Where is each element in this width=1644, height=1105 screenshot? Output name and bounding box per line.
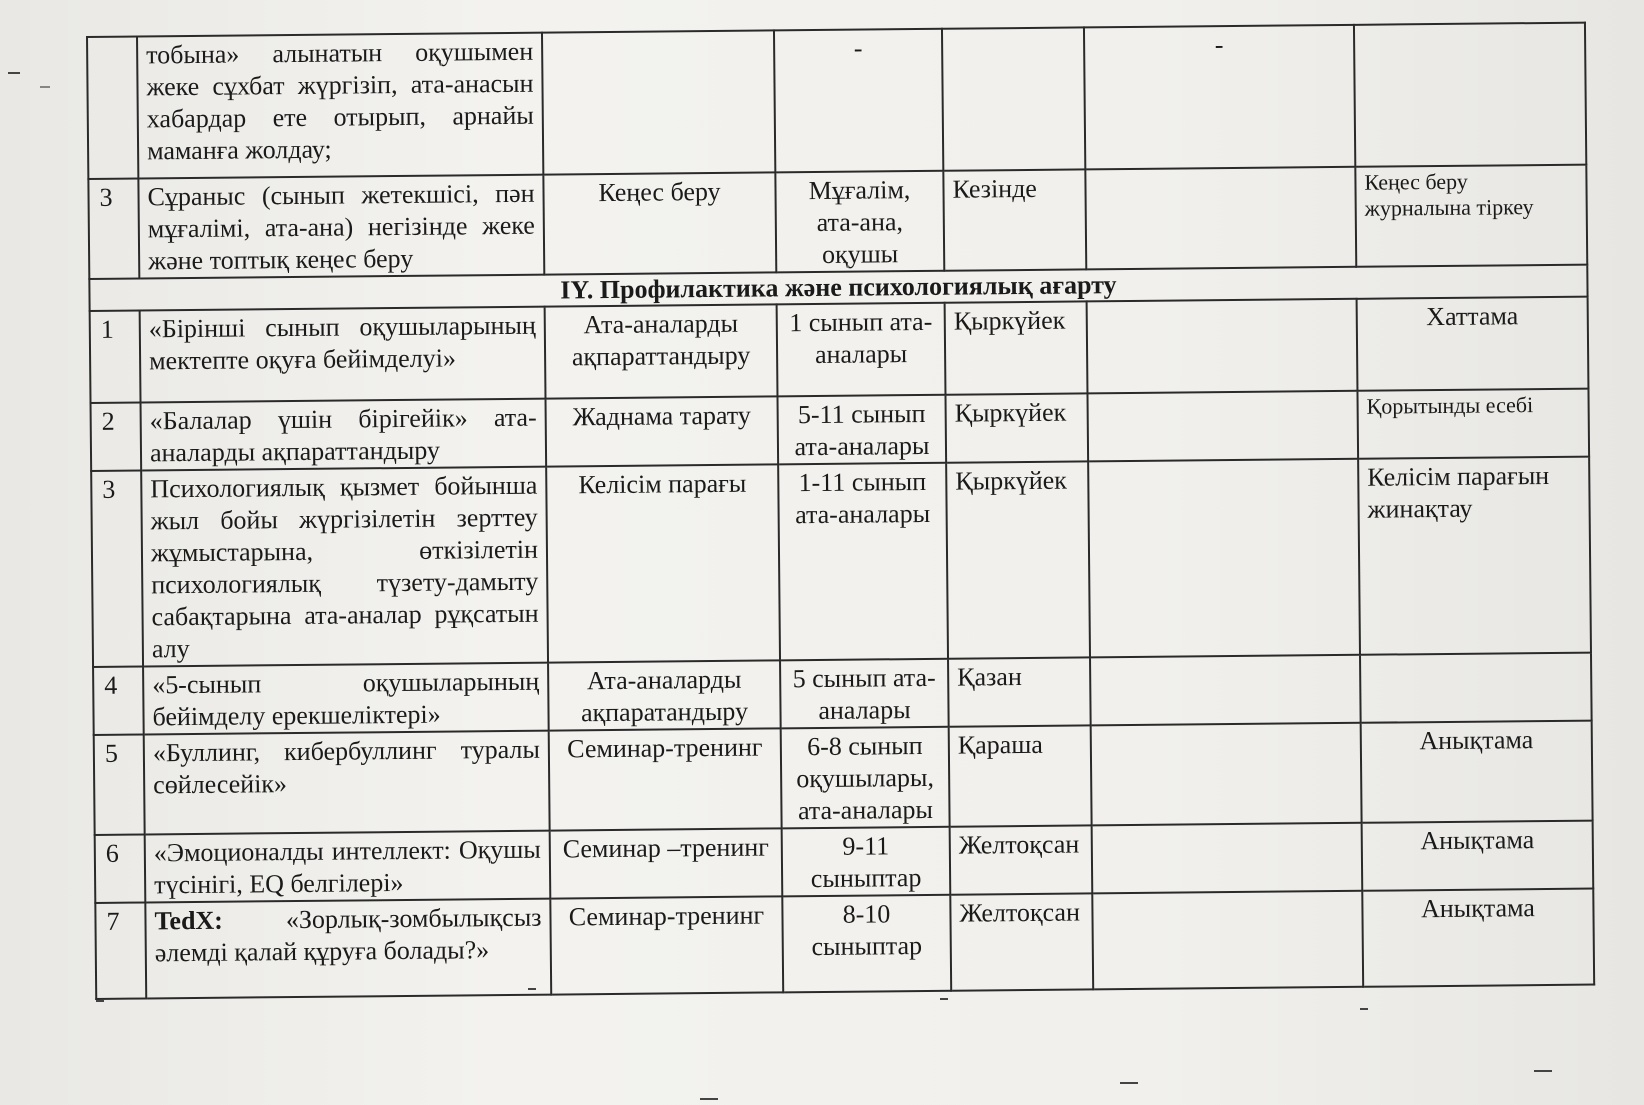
row-form: Семинар-тренинг [550,896,783,994]
row-number [87,37,138,179]
row-time: Қыркүйек [946,461,1090,658]
row-number: 3 [91,470,143,666]
row-description-text: «Зорлық-зомбылықсыз әлемді қалай құруға болады?» [154,902,542,968]
row-number: 5 [94,734,145,834]
row-audience: 5 сынып ата-аналары [780,659,949,729]
row-description: «Эмоционалды интеллект: Оқушы түсінігі, EQ белгілері» [145,831,551,903]
row-form: Ата-аналарды ақпараттандыру [545,304,778,398]
row-result: Анықтама [1361,721,1593,823]
row-form: Кеңес беру [543,172,776,274]
row-time: Қараша [949,725,1092,826]
row-result: Хаттама [1357,297,1589,391]
row-form: Семинар –тренинг [550,828,783,898]
row-audience: 5-11 сынып ата-аналары [777,395,946,465]
row-audience: - [774,29,943,173]
scan-mark [40,86,50,88]
row-description: «Буллинг, кибербуллинг туралы сөйлесейік» [144,731,550,835]
row-result: Қорытынды есебі [1357,389,1589,459]
row-responsible [1085,167,1356,270]
row-time: Қазан [948,657,1091,726]
row-form: Келісім парағы [546,464,780,662]
row-description: тобына» алынатын оқушымен жеке сұхбат жүргізіп, ата-анасын хабардар ете отырып, арнайы маманға жолдау; [137,33,543,179]
row-audience: 9-11 сыныптар [782,827,951,897]
row-description: Сұраныс (сынып жетекшісі, пән мұғалімі, ата-ана) негізінде жеке және топтық кеңес беру [138,175,544,279]
row-responsible [1090,655,1361,726]
row-result: Келісім парағын жинақтау [1358,457,1591,655]
row-result: Анықтама [1362,889,1594,987]
row-audience: 6-8 сынып оқушылары, ата-аналары [781,727,950,829]
tedx-label: TedX: [154,905,224,936]
row-description: «Балалар үшін бірігейік» ата-аналарды ақпараттандыру [141,399,547,471]
row-audience: Мұғалім, ата-ана, оқушы [775,171,944,273]
row-audience: 1 сынып ата-аналары [777,303,946,397]
row-number: 7 [95,902,146,998]
row-audience: 8-10 сыныптар [782,895,951,993]
row-number: 2 [91,402,142,470]
table-row [90,297,1589,403]
row-responsible [1088,459,1360,658]
scan-mark [1534,1070,1552,1072]
row-description: «Бірінші сынып оқушыларының мектепте оқуға бейімделуі» [140,307,546,403]
row-responsible [1091,723,1362,826]
row-audience: 1-11 сынып ата-аналары [778,463,948,661]
scan-mark [700,1098,718,1100]
scan-mark [528,988,536,990]
row-form: Семинар-тренинг [549,728,782,830]
row-time [942,27,1085,170]
row-result [1354,23,1586,167]
plan-table [86,22,1595,1000]
row-responsible [1092,823,1363,894]
scan-mark [8,72,20,74]
row-result: Анықтама [1362,821,1594,891]
scan-mark [1120,1082,1138,1084]
row-description: «5-сынып оқушыларының бейімделу ерекшеліктері» [143,663,549,735]
row-responsible: - [1084,25,1355,170]
row-time: Қыркүйек [945,301,1088,394]
row-form: Ата-аналарды ақпаратандыру [548,660,781,730]
section-title: IY. Профилактика және психологиялық ағарту [89,265,1587,311]
row-time: Қыркүйек [945,393,1088,462]
row-form: Жаднама тарату [546,396,779,466]
row-result [1360,653,1592,723]
row-responsible [1087,391,1358,462]
table-row [87,23,1586,179]
table-row [91,457,1591,667]
scan-mark [940,998,948,1000]
row-responsible [1092,891,1363,990]
row-form [542,30,775,174]
row-description [145,899,551,999]
table-row [94,721,1593,835]
row-time: Желтоқсан [950,893,1093,990]
table-row [95,889,1594,999]
document-sheet [86,22,1593,1000]
table-row [88,165,1587,279]
scan-mark [96,1000,104,1002]
row-time: Кезінде [943,169,1086,270]
row-time: Желтоқсан [950,825,1093,894]
row-description: Психологиялық қызмет бойынша жыл бойы жүргізілетін зерттеу жұмыстарына, өткізілетін психологиялық түзету-дамыту сабақтарына ата-аналар рұқсатын алу [141,467,548,667]
row-responsible [1087,299,1358,394]
scan-mark [1360,1008,1368,1010]
row-number: 6 [95,834,146,902]
row-result: Кеңес беру журналына тіркеу [1355,165,1587,267]
row-number: 1 [90,310,141,402]
row-number: 3 [88,179,139,279]
row-number: 4 [93,666,144,734]
